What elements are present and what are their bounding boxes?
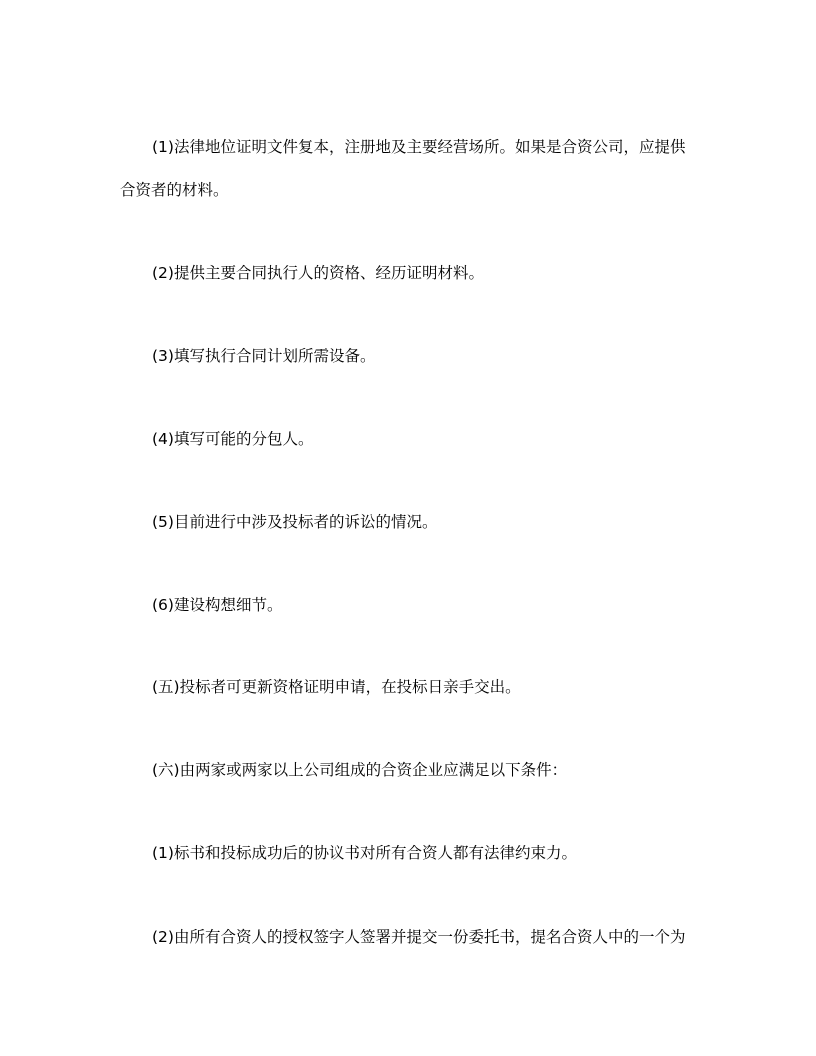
paragraph-7: (五)投标者可更新资格证明申请，在投标日亲手交出。	[152, 678, 521, 696]
paragraph-5: (5)目前进行中涉及投标者的诉讼的情况。	[152, 513, 438, 531]
paragraph-9: (1)标书和投标成功后的协议书对所有合资人都有法律约束力。	[152, 844, 577, 862]
paragraph-3: (3)填写执行合同计划所需设备。	[152, 347, 376, 365]
paragraph-2: (2)提供主要合同执行人的资格、经历证明材料。	[152, 264, 484, 282]
paragraph-1-line-1: (1)法律地位证明文件复本，注册地及主要经营场所。如果是合资公司，应提供	[152, 138, 686, 156]
paragraph-8: (六)由两家或两家以上公司组成的合资企业应满足以下条件：	[152, 761, 568, 779]
paragraph-6: (6)建设构想细节。	[152, 596, 283, 614]
paragraph-10: (2)由所有合资人的授权签字人签署并提交一份委托书，提名合资人中的一个为	[152, 928, 686, 946]
paragraph-4: (4)填写可能的分包人。	[152, 430, 314, 448]
paragraph-1-line-2: 合资者的材料。	[120, 181, 229, 199]
